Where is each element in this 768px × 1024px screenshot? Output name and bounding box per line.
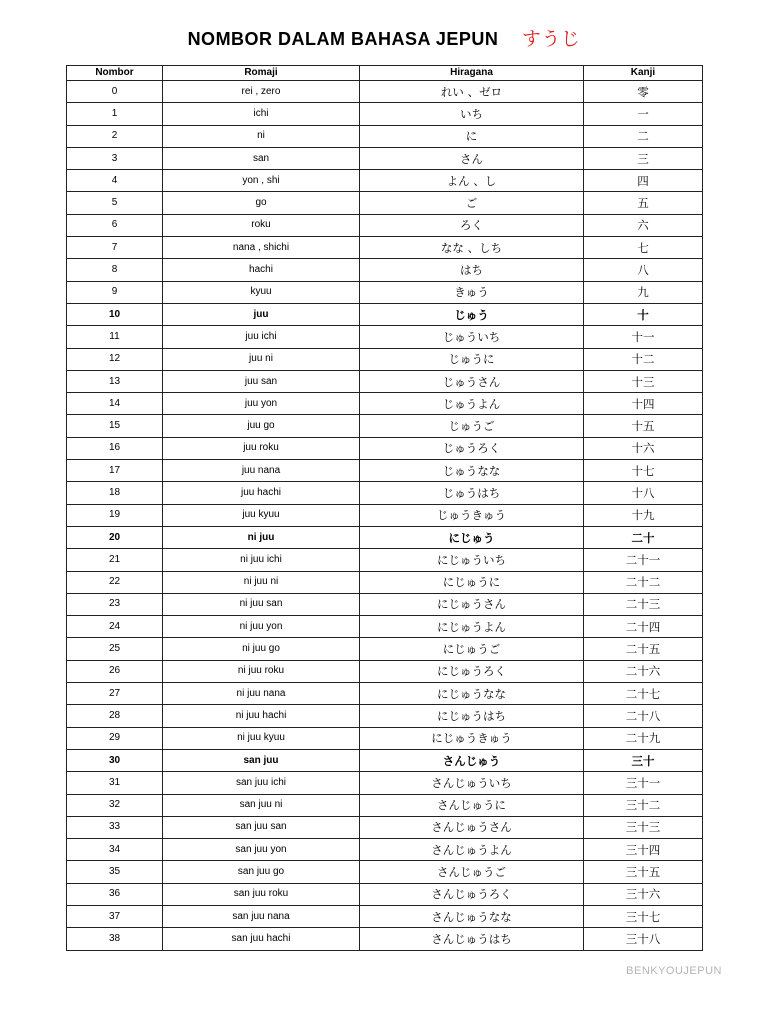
cell-nombor: 17 xyxy=(67,460,163,482)
cell-romaji: ni juu ichi xyxy=(163,549,360,571)
cell-kanji: 十一 xyxy=(584,326,703,348)
cell-hiragana: じゅうろく xyxy=(360,437,584,459)
cell-nombor: 25 xyxy=(67,638,163,660)
cell-kanji: 二十二 xyxy=(584,571,703,593)
cell-hiragana: にじゅういち xyxy=(360,549,584,571)
numbers-table xyxy=(66,65,703,951)
cell-nombor: 0 xyxy=(67,81,163,103)
cell-kanji: 三十三 xyxy=(584,816,703,838)
cell-romaji: juu go xyxy=(163,415,360,437)
cell-nombor: 26 xyxy=(67,660,163,682)
cell-hiragana: さんじゅうろく xyxy=(360,883,584,905)
cell-hiragana: にじゅうご xyxy=(360,638,584,660)
table-row xyxy=(67,593,703,615)
cell-hiragana: じゅうなな xyxy=(360,460,584,482)
cell-romaji: ni juu san xyxy=(163,593,360,615)
cell-romaji: kyuu xyxy=(163,281,360,303)
cell-nombor: 3 xyxy=(67,147,163,169)
cell-hiragana: さんじゅうはち xyxy=(360,928,584,950)
cell-hiragana: はち xyxy=(360,259,584,281)
cell-hiragana: じゅうさん xyxy=(360,370,584,392)
cell-nombor: 16 xyxy=(67,437,163,459)
cell-kanji: 四 xyxy=(584,170,703,192)
cell-kanji: 二十五 xyxy=(584,638,703,660)
cell-hiragana: にじゅうなな xyxy=(360,683,584,705)
cell-kanji: 二十四 xyxy=(584,616,703,638)
cell-romaji: juu hachi xyxy=(163,482,360,504)
cell-romaji: nana , shichi xyxy=(163,237,360,259)
cell-kanji: 三 xyxy=(584,147,703,169)
cell-romaji: san juu yon xyxy=(163,839,360,861)
cell-hiragana: じゅうご xyxy=(360,415,584,437)
cell-romaji: rei , zero xyxy=(163,81,360,103)
cell-nombor: 12 xyxy=(67,348,163,370)
cell-romaji: ni juu xyxy=(163,526,360,548)
table-row xyxy=(67,393,703,415)
cell-kanji: 十四 xyxy=(584,393,703,415)
cell-nombor: 10 xyxy=(67,303,163,325)
title-text: NOMBOR DALAM BAHASA JEPUN xyxy=(187,29,499,49)
cell-kanji: 三十四 xyxy=(584,839,703,861)
table-row xyxy=(67,905,703,927)
cell-romaji: ni juu go xyxy=(163,638,360,660)
cell-hiragana: にじゅうろく xyxy=(360,660,584,682)
cell-nombor: 30 xyxy=(67,749,163,771)
cell-romaji: yon , shi xyxy=(163,170,360,192)
cell-romaji: juu nana xyxy=(163,460,360,482)
cell-nombor: 35 xyxy=(67,861,163,883)
cell-hiragana: さんじゅう xyxy=(360,749,584,771)
cell-kanji: 十三 xyxy=(584,370,703,392)
cell-nombor: 4 xyxy=(67,170,163,192)
table-row xyxy=(67,660,703,682)
cell-hiragana: じゅうはち xyxy=(360,482,584,504)
cell-hiragana: さんじゅうに xyxy=(360,794,584,816)
cell-romaji: san juu xyxy=(163,749,360,771)
cell-romaji: ni juu ni xyxy=(163,571,360,593)
cell-nombor: 36 xyxy=(67,883,163,905)
cell-nombor: 2 xyxy=(67,125,163,147)
cell-nombor: 32 xyxy=(67,794,163,816)
cell-kanji: 三十六 xyxy=(584,883,703,905)
table-row xyxy=(67,928,703,950)
cell-hiragana: にじゅうよん xyxy=(360,616,584,638)
cell-kanji: 九 xyxy=(584,281,703,303)
footer-watermark: BENKYOUJEPUN xyxy=(626,965,722,977)
cell-nombor: 9 xyxy=(67,281,163,303)
table-row xyxy=(67,326,703,348)
cell-nombor: 23 xyxy=(67,593,163,615)
cell-kanji: 二十 xyxy=(584,526,703,548)
cell-romaji: san juu san xyxy=(163,816,360,838)
table-row xyxy=(67,549,703,571)
table-row xyxy=(67,147,703,169)
cell-nombor: 38 xyxy=(67,928,163,950)
cell-romaji: juu san xyxy=(163,370,360,392)
cell-kanji: 三十 xyxy=(584,749,703,771)
cell-kanji: 八 xyxy=(584,259,703,281)
table-row xyxy=(67,816,703,838)
cell-kanji: 六 xyxy=(584,214,703,236)
cell-romaji: san juu go xyxy=(163,861,360,883)
cell-romaji: ni juu yon xyxy=(163,616,360,638)
cell-kanji: 十五 xyxy=(584,415,703,437)
cell-romaji: san juu ichi xyxy=(163,772,360,794)
cell-nombor: 6 xyxy=(67,214,163,236)
cell-nombor: 18 xyxy=(67,482,163,504)
cell-kanji: 二 xyxy=(584,125,703,147)
cell-kanji: 二十三 xyxy=(584,593,703,615)
cell-hiragana: さんじゅうさん xyxy=(360,816,584,838)
cell-kanji: 一 xyxy=(584,103,703,125)
cell-kanji: 十九 xyxy=(584,504,703,526)
cell-romaji: ichi xyxy=(163,103,360,125)
table-row xyxy=(67,526,703,548)
cell-hiragana: にじゅうに xyxy=(360,571,584,593)
cell-romaji: juu yon xyxy=(163,393,360,415)
cell-romaji: juu xyxy=(163,303,360,325)
table-row xyxy=(67,571,703,593)
cell-nombor: 7 xyxy=(67,237,163,259)
title-japanese: すうじ xyxy=(521,29,581,50)
cell-romaji: ni juu nana xyxy=(163,683,360,705)
cell-romaji: san juu ni xyxy=(163,794,360,816)
table-body xyxy=(67,81,703,951)
cell-hiragana: れい 、ゼロ xyxy=(360,81,584,103)
header-hiragana: Hiragana xyxy=(360,66,584,81)
cell-nombor: 8 xyxy=(67,259,163,281)
table-row xyxy=(67,794,703,816)
cell-hiragana: じゅうきゅう xyxy=(360,504,584,526)
table-row xyxy=(67,727,703,749)
cell-nombor: 20 xyxy=(67,526,163,548)
cell-romaji: ni juu kyuu xyxy=(163,727,360,749)
cell-hiragana: さんじゅうよん xyxy=(360,839,584,861)
table-header-row xyxy=(67,66,703,81)
cell-hiragana: にじゅうきゅう xyxy=(360,727,584,749)
table-row xyxy=(67,103,703,125)
cell-kanji: 三十一 xyxy=(584,772,703,794)
cell-hiragana: きゅう xyxy=(360,281,584,303)
table-row xyxy=(67,237,703,259)
table-row xyxy=(67,504,703,526)
cell-hiragana: にじゅうはち xyxy=(360,705,584,727)
cell-romaji: hachi xyxy=(163,259,360,281)
table-row xyxy=(67,616,703,638)
cell-kanji: 三十七 xyxy=(584,905,703,927)
cell-nombor: 24 xyxy=(67,616,163,638)
cell-romaji: juu ichi xyxy=(163,326,360,348)
cell-kanji: 二十七 xyxy=(584,683,703,705)
cell-nombor: 19 xyxy=(67,504,163,526)
cell-hiragana: ろく xyxy=(360,214,584,236)
cell-nombor: 34 xyxy=(67,839,163,861)
cell-romaji: ni juu hachi xyxy=(163,705,360,727)
cell-nombor: 1 xyxy=(67,103,163,125)
table-row xyxy=(67,348,703,370)
cell-romaji: san juu hachi xyxy=(163,928,360,950)
cell-nombor: 33 xyxy=(67,816,163,838)
cell-kanji: 二十九 xyxy=(584,727,703,749)
cell-hiragana: なな 、しち xyxy=(360,237,584,259)
cell-hiragana: ご xyxy=(360,192,584,214)
cell-kanji: 二十六 xyxy=(584,660,703,682)
cell-hiragana: さん xyxy=(360,147,584,169)
table-row xyxy=(67,638,703,660)
header-nombor: Nombor xyxy=(67,66,163,81)
table-row xyxy=(67,303,703,325)
header-kanji: Kanji xyxy=(584,66,703,81)
table-row xyxy=(67,839,703,861)
cell-kanji: 七 xyxy=(584,237,703,259)
cell-romaji: roku xyxy=(163,214,360,236)
cell-nombor: 37 xyxy=(67,905,163,927)
table-row xyxy=(67,192,703,214)
cell-kanji: 十七 xyxy=(584,460,703,482)
cell-hiragana: さんじゅうなな xyxy=(360,905,584,927)
cell-nombor: 5 xyxy=(67,192,163,214)
cell-hiragana: さんじゅうご xyxy=(360,861,584,883)
cell-romaji: go xyxy=(163,192,360,214)
cell-romaji: ni xyxy=(163,125,360,147)
cell-hiragana: じゅう xyxy=(360,303,584,325)
cell-kanji: 十二 xyxy=(584,348,703,370)
cell-hiragana: いち xyxy=(360,103,584,125)
cell-hiragana: にじゅう xyxy=(360,526,584,548)
cell-romaji: san juu nana xyxy=(163,905,360,927)
cell-hiragana: さんじゅういち xyxy=(360,772,584,794)
cell-kanji: 二十一 xyxy=(584,549,703,571)
cell-kanji: 五 xyxy=(584,192,703,214)
cell-nombor: 22 xyxy=(67,571,163,593)
cell-kanji: 三十八 xyxy=(584,928,703,950)
cell-hiragana: じゅうに xyxy=(360,348,584,370)
table-row xyxy=(67,125,703,147)
table-row xyxy=(67,437,703,459)
cell-nombor: 28 xyxy=(67,705,163,727)
cell-romaji: juu ni xyxy=(163,348,360,370)
cell-kanji: 十八 xyxy=(584,482,703,504)
cell-nombor: 11 xyxy=(67,326,163,348)
table-row xyxy=(67,81,703,103)
cell-nombor: 13 xyxy=(67,370,163,392)
cell-kanji: 二十八 xyxy=(584,705,703,727)
table-row xyxy=(67,281,703,303)
cell-romaji: juu kyuu xyxy=(163,504,360,526)
table-row xyxy=(67,749,703,771)
table-row xyxy=(67,259,703,281)
cell-kanji: 十 xyxy=(584,303,703,325)
cell-romaji: san xyxy=(163,147,360,169)
cell-kanji: 三十五 xyxy=(584,861,703,883)
cell-hiragana: じゅうよん xyxy=(360,393,584,415)
cell-romaji: san juu roku xyxy=(163,883,360,905)
cell-hiragana: よん 、し xyxy=(360,170,584,192)
cell-kanji: 十六 xyxy=(584,437,703,459)
cell-nombor: 21 xyxy=(67,549,163,571)
cell-romaji: ni juu roku xyxy=(163,660,360,682)
header-romaji: Romaji xyxy=(163,66,360,81)
cell-kanji: 三十二 xyxy=(584,794,703,816)
table-row xyxy=(67,883,703,905)
cell-nombor: 15 xyxy=(67,415,163,437)
table-row xyxy=(67,214,703,236)
cell-hiragana: じゅういち xyxy=(360,326,584,348)
table-row xyxy=(67,370,703,392)
page-title xyxy=(0,24,768,51)
cell-nombor: 14 xyxy=(67,393,163,415)
table-row xyxy=(67,705,703,727)
cell-kanji: 零 xyxy=(584,81,703,103)
cell-nombor: 27 xyxy=(67,683,163,705)
cell-nombor: 29 xyxy=(67,727,163,749)
cell-hiragana: に xyxy=(360,125,584,147)
table-row xyxy=(67,772,703,794)
cell-nombor: 31 xyxy=(67,772,163,794)
table-row xyxy=(67,415,703,437)
table-row xyxy=(67,460,703,482)
table-row xyxy=(67,482,703,504)
cell-romaji: juu roku xyxy=(163,437,360,459)
table-row xyxy=(67,861,703,883)
table-row xyxy=(67,170,703,192)
cell-hiragana: にじゅうさん xyxy=(360,593,584,615)
table-row xyxy=(67,683,703,705)
